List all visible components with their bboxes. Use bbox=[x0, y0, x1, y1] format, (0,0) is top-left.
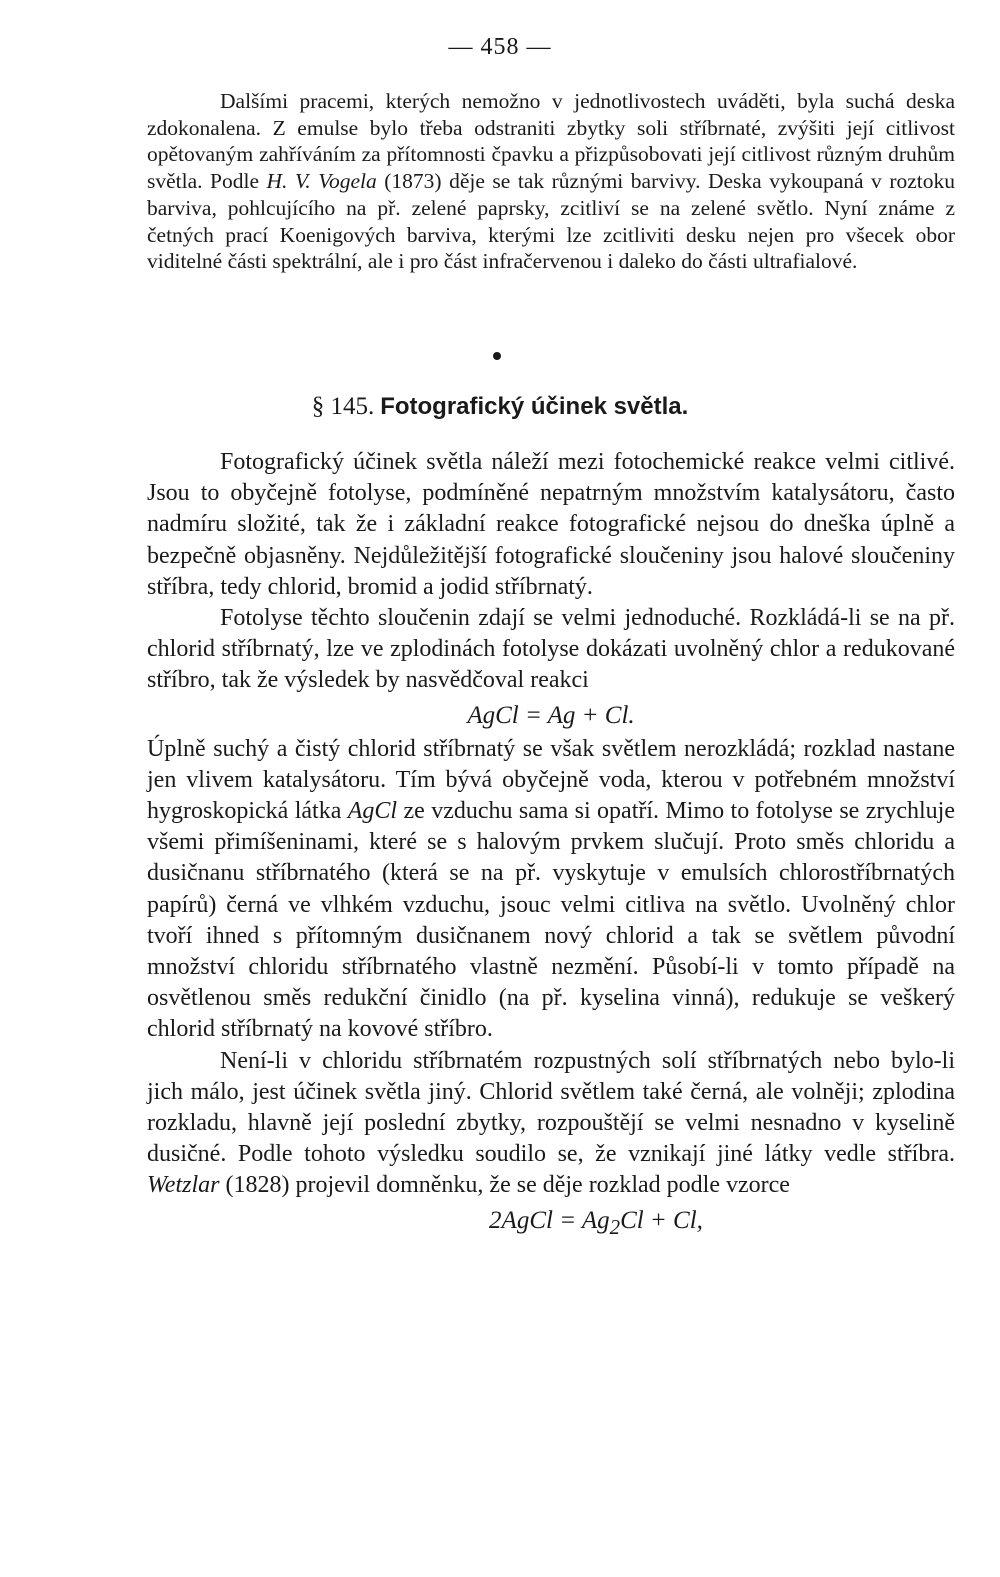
author-name-wetzlar: Wetzlar bbox=[147, 1172, 220, 1199]
intro-text-block bbox=[147, 88, 955, 275]
paragraph-2: Fotolyse těchto sloučenin zdají se velmi jednoduché. Rozkládá-li se na př. chlorid stříbrnatý, lze ve zplodinách fotolyse dokázati uvolněný chlor a redukované stříbro, tak že výsledek by nasvědčoval reakci bbox=[147, 605, 955, 694]
formula-inline-agcl: AgCl bbox=[347, 798, 398, 825]
formula-1: AgCl = Ag + Cl. bbox=[467, 701, 635, 729]
section-number: § 145. bbox=[311, 393, 375, 420]
main-text-block bbox=[147, 447, 955, 1246]
formula-2: 2AgCl = $Ag_2Cl + Cl$, bbox=[489, 1206, 703, 1239]
page-number: — 458 — bbox=[448, 34, 552, 60]
paragraph-1: Fotografický účinek světla náleží mezi fotochemické reakce velmi citlivé. Jsou to obyčejně fotolyse, podmíněné nepatrným množstvím katalysátoru, často nadmíru složité, tak že i základní reakce fotografické nejsou do dneška úplně a bezpečně objasněny. Nejdůležitější fotografické sloučeniny jsou halové sloučeniny stříbra, tedy chlorid, bromid a jodid stříbrnatý. bbox=[147, 449, 955, 600]
separator-dot bbox=[493, 352, 501, 360]
paragraph-3: Úplně suchý a čistý chlorid stříbrnatý se však světlem nerozkládá; rozklad nastane jen vlivem katalysátoru. Tím bývá obyčejně voda, kterou v potřebném množství hygroskopická látka AgCl ze vzduchu sama si opatří. Mimo to fotolyse se zrychluje všemi přimíšeninami, které se s halovým prvkem slučují. Proto směs chloridu a dusičnanu stříbrnatého (která se na př. vyskytuje v emulsích chlorostříbrnatých papírů) černá ve vlhkém vzduchu, jsouc velmi citliva na světlo. Uvolněný chlor tvoří ihned s přítomným dusičnanem nový chlorid a tak se světlem původní množství chloridu stříbrnatého vlastně nezmění. Působí-li v tomto případě na osvětlenou směs redukční činidlo (na př. kyselina vinná), redukuje se veškerý chlorid stříbrnatý na kovové stříbro. bbox=[147, 735, 955, 1043]
author-name-vogel: H. V. Vogela bbox=[266, 169, 377, 194]
intro-paragraph: Dalšími pracemi, kterých nemožno v jednotlivostech uváděti, byla suchá deska zdokonalena. Z emulse bylo třeba odstraniti zbytky soli stříbrnaté, zvýšiti její citlivost opětovaným zahříváním za přítomnosti čpavku a přizpůsobovati její citlivost různým druhům světla. Podle H. V. Vogela (1873) děje se tak různými barvivy. Deska vykoupaná v roztoku barviva, pohlcujícího na př. zelené paprsky, zcitliví se na zelené světlo. Nyní známe z četných prací Koenigových barviva, kterými lze zcitliviti desku nejen pro všecek obor viditelné části spektrální, ale i pro část infračervenou i daleko do části ultrafialové. bbox=[147, 89, 955, 274]
paragraph-4: Není-li v chloridu stříbrnatém rozpustných solí stříbrnatých nebo bylo-li jich málo, jest účinek světla jiný. Chlorid světlem také černá, ale volněji; zplodina rozkladu, hlavně její poslední zbytky, rozpouštějí se velmi nesnadno v kyselině dusičné. Podle tohoto výsledku soudilo se, že vznikají jiné látky vedle stříbra. Wetzlar (1828) projevil domněnku, že se děje rozklad podle vzorce bbox=[147, 1047, 955, 1199]
section-heading bbox=[0, 393, 1000, 421]
section-title: Fotografický účinek světla. bbox=[380, 393, 689, 420]
